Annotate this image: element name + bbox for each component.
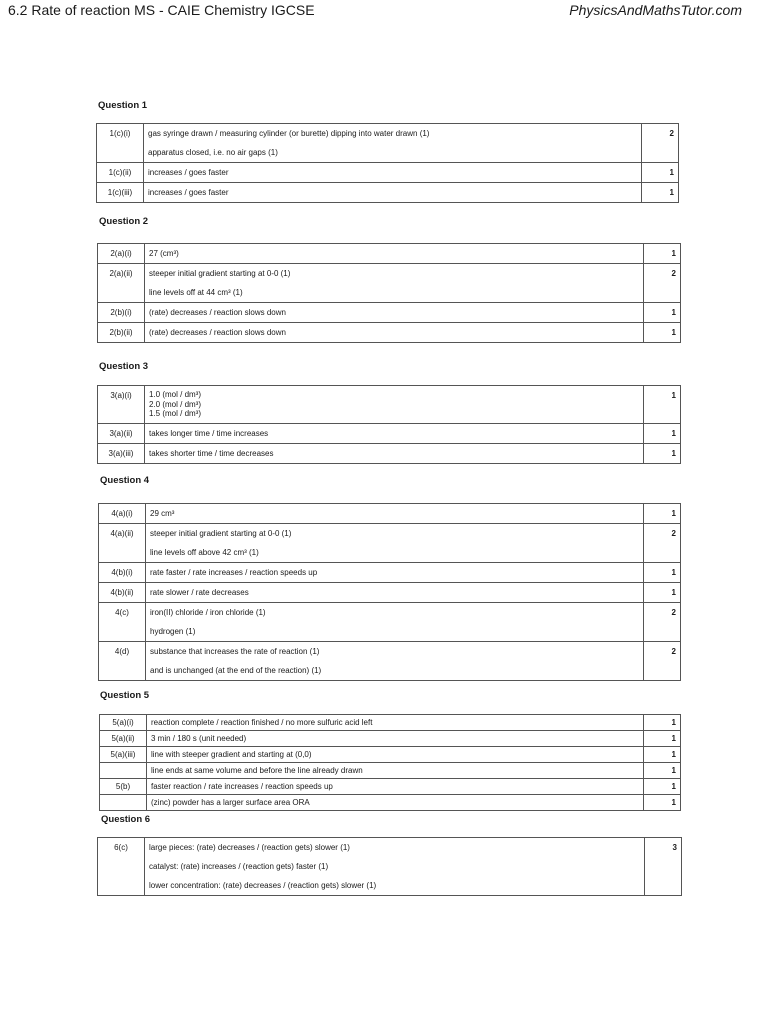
answer-line: increases / goes faster — [148, 168, 229, 177]
question-number-cell — [99, 524, 146, 563]
question-number: 5(a)(iii) — [110, 750, 136, 759]
question-number: 2(b)(ii) — [109, 328, 133, 337]
question-number — [104, 763, 142, 778]
table-row — [98, 264, 681, 303]
table-row — [97, 124, 679, 163]
question-number-cell — [97, 124, 144, 163]
table-row — [99, 504, 681, 524]
answer-line: 27 (cm³) — [149, 249, 179, 258]
answer-cell — [146, 603, 644, 642]
answer-cell — [146, 524, 644, 563]
question-number: 1(c)(iii) — [107, 188, 133, 197]
answer-cell — [146, 642, 644, 681]
question-number: 4(b)(ii) — [110, 588, 134, 597]
question-number: 1(c)(i) — [109, 129, 131, 138]
answer-cell — [145, 264, 644, 303]
answer-line: increases / goes faster — [148, 188, 229, 197]
question-number-cell — [98, 244, 145, 264]
marks-value: 2 — [671, 529, 676, 538]
answer-line: lower concentration: (rate) decreases / (reaction gets) slower (1) — [149, 881, 377, 890]
table-row — [100, 779, 681, 795]
answer-cell — [146, 504, 644, 524]
table-row — [99, 524, 681, 563]
question-number-cell — [98, 444, 145, 464]
question-title: Question 1 — [98, 100, 148, 111]
marks-cell — [644, 386, 681, 424]
question-number: 2(a)(ii) — [109, 269, 133, 278]
answer-cell — [147, 747, 644, 763]
question-number: 2(b)(i) — [110, 308, 132, 317]
table-row — [100, 747, 681, 763]
question-number: 4(c) — [115, 608, 129, 617]
question-number: 3(a)(ii) — [109, 429, 133, 438]
marks-cell — [642, 163, 679, 183]
table-row — [99, 563, 681, 583]
marks-value: 3 — [672, 843, 677, 852]
question-number-cell — [97, 183, 144, 203]
table-row — [98, 838, 682, 896]
marks-cell — [645, 838, 682, 896]
question-number-cell — [97, 163, 144, 183]
answer-line: substance that increases the rate of reaction (1) — [150, 647, 320, 656]
question-number: 4(b)(i) — [111, 568, 133, 577]
answer-cell — [145, 244, 644, 264]
marks-cell — [644, 504, 681, 524]
question-number: 5(a)(i) — [112, 718, 134, 727]
marks-cell — [644, 303, 681, 323]
question-number — [104, 795, 142, 810]
answer-line: (rate) decreases / reaction slows down — [149, 308, 286, 317]
answer-line: (zinc) powder has a larger surface area ORA — [151, 798, 310, 807]
mark-scheme-table — [98, 503, 681, 681]
answer-line: rate slower / rate decreases — [150, 588, 249, 597]
marks-value: 1 — [671, 391, 676, 400]
mark-scheme-table — [99, 714, 681, 811]
marks-value: 1 — [671, 568, 676, 577]
table-row — [98, 424, 681, 444]
answer-cell — [144, 124, 642, 163]
answer-line: line ends at same volume and before the line already drawn — [151, 766, 363, 775]
table-row — [99, 642, 681, 681]
answer-line: reaction complete / reaction finished / no more sulfuric acid left — [151, 718, 373, 727]
answer-line: 29 cm³ — [150, 509, 175, 518]
answer-line: (rate) decreases / reaction slows down — [149, 328, 286, 337]
question-number-cell — [100, 715, 147, 731]
answer-line: apparatus closed, i.e. no air gaps (1) — [148, 148, 278, 157]
table-row — [97, 183, 679, 203]
marks-value: 1 — [671, 429, 676, 438]
answer-cell — [147, 763, 644, 779]
marks-value: 1 — [671, 249, 676, 258]
answer-line: 3 min / 180 s (unit needed) — [151, 734, 247, 743]
answer-line: gas syringe drawn / measuring cylinder (or burette) dipping into water drawn (1) — [148, 129, 430, 138]
question-number-cell — [99, 563, 146, 583]
question-number: 5(a)(ii) — [111, 734, 135, 743]
question-title: Question 3 — [99, 361, 149, 372]
marks-cell — [644, 444, 681, 464]
answer-line: rate faster / rate increases / reaction speeds up — [150, 568, 318, 577]
question-number-cell — [99, 642, 146, 681]
mark-scheme-table — [96, 123, 679, 203]
marks-cell — [644, 642, 681, 681]
question-number: 3(a)(i) — [110, 391, 132, 400]
marks-value: 1 — [671, 308, 676, 317]
question-number-cell — [98, 303, 145, 323]
question-number: 4(a)(ii) — [110, 529, 134, 538]
mark-scheme-table — [97, 385, 681, 464]
question-number-cell — [100, 731, 147, 747]
table-row — [98, 386, 681, 424]
answer-cell — [145, 386, 644, 424]
marks-cell — [644, 731, 681, 747]
marks-value: 2 — [671, 647, 676, 656]
answer-cell — [147, 795, 644, 811]
mark-scheme-table — [97, 243, 681, 343]
marks-cell — [644, 583, 681, 603]
question-number: 6(c) — [114, 843, 128, 852]
answer-line: catalyst: (rate) increases / (reaction gets) faster (1) — [149, 862, 329, 871]
answer-line: takes longer time / time increases — [149, 429, 269, 438]
marks-value: 1 — [671, 782, 676, 791]
answer-line: faster reaction / rate increases / reaction speeds up — [151, 782, 333, 791]
page-header-title: 6.2 Rate of reaction MS - CAIE Chemistry IGCSE — [8, 2, 315, 18]
marks-value: 1 — [669, 168, 674, 177]
table-row — [100, 763, 681, 779]
question-number-cell — [100, 763, 147, 779]
answer-cell — [147, 715, 644, 731]
marks-cell — [644, 747, 681, 763]
marks-cell — [644, 779, 681, 795]
table-row — [99, 583, 681, 603]
table-row — [99, 603, 681, 642]
marks-value: 2 — [671, 269, 676, 278]
question-number: 4(a)(i) — [111, 509, 133, 518]
answer-line: 1.0 (mol / dm³) — [149, 390, 202, 399]
answer-cell — [144, 163, 642, 183]
marks-value: 1 — [671, 798, 676, 807]
question-number-cell — [99, 583, 146, 603]
answer-line: and is unchanged (at the end of the reaction) (1) — [150, 666, 322, 675]
table-row — [98, 323, 681, 343]
question-number: 4(d) — [114, 647, 130, 656]
answer-cell — [144, 183, 642, 203]
answer-line: iron(II) chloride / iron chloride (1) — [150, 608, 266, 617]
marks-cell — [644, 763, 681, 779]
marks-cell — [644, 424, 681, 444]
marks-cell — [644, 563, 681, 583]
answer-cell — [147, 779, 644, 795]
answer-line: line levels off above 42 cm³ (1) — [150, 548, 259, 557]
marks-cell — [644, 795, 681, 811]
question-number-cell — [99, 504, 146, 524]
marks-value: 1 — [671, 734, 676, 743]
mark-scheme-table — [97, 837, 682, 896]
question-number: 5(b) — [115, 782, 131, 791]
answer-line: hydrogen (1) — [150, 627, 196, 636]
marks-value: 2 — [671, 608, 676, 617]
marks-value: 1 — [669, 188, 674, 197]
marks-cell — [644, 603, 681, 642]
answer-cell — [147, 731, 644, 747]
answer-line: steeper initial gradient starting at 0-0 (1) — [150, 529, 292, 538]
question-title: Question 4 — [100, 475, 150, 486]
answer-cell — [146, 583, 644, 603]
marks-cell — [644, 264, 681, 303]
answer-cell — [145, 323, 644, 343]
question-number-cell — [100, 747, 147, 763]
question-number-cell — [98, 323, 145, 343]
answer-line: steeper initial gradient starting at 0-0 (1) — [149, 269, 291, 278]
table-row — [98, 444, 681, 464]
answer-line: large pieces: (rate) decreases / (reaction gets) slower (1) — [149, 843, 350, 852]
marks-cell — [642, 183, 679, 203]
table-row — [100, 715, 681, 731]
question-number-cell — [100, 795, 147, 811]
table-row — [97, 163, 679, 183]
marks-cell — [644, 244, 681, 264]
table-row — [100, 731, 681, 747]
page-header-site: PhysicsAndMathsTutor.com — [569, 2, 742, 18]
marks-value: 1 — [671, 449, 676, 458]
question-number-cell — [98, 838, 145, 896]
answer-line: 1.5 (mol / dm³) — [149, 409, 202, 418]
marks-value: 2 — [669, 129, 674, 138]
marks-value: 1 — [671, 328, 676, 337]
answer-cell — [145, 838, 645, 896]
question-title: Question 2 — [99, 216, 149, 227]
marks-cell — [644, 524, 681, 563]
answer-cell — [145, 303, 644, 323]
question-number: 3(a)(iii) — [108, 449, 134, 458]
question-number-cell — [98, 264, 145, 303]
answer-cell — [145, 424, 644, 444]
marks-cell — [644, 715, 681, 731]
question-number: 1(c)(ii) — [108, 168, 132, 177]
question-number-cell — [100, 779, 147, 795]
answer-cell — [145, 444, 644, 464]
question-number: 2(a)(i) — [110, 249, 132, 258]
question-title: Question 6 — [101, 814, 151, 825]
answer-cell — [146, 563, 644, 583]
question-number-cell — [98, 386, 145, 424]
table-row — [100, 795, 681, 811]
marks-value: 1 — [671, 588, 676, 597]
table-row — [98, 303, 681, 323]
marks-value: 1 — [671, 718, 676, 727]
answer-line: 2.0 (mol / dm³) — [149, 399, 202, 409]
marks-value: 1 — [671, 766, 676, 775]
marks-value: 1 — [671, 509, 676, 518]
answer-line: line with steeper gradient and starting at (0,0) — [151, 750, 312, 759]
table-row — [98, 244, 681, 264]
answer-line: takes shorter time / time decreases — [149, 449, 274, 458]
marks-cell — [644, 323, 681, 343]
answer-line: line levels off at 44 cm³ (1) — [149, 288, 243, 297]
marks-value: 1 — [671, 750, 676, 759]
marks-cell — [642, 124, 679, 163]
question-number-cell — [98, 424, 145, 444]
question-number-cell — [99, 603, 146, 642]
question-title: Question 5 — [100, 690, 150, 701]
